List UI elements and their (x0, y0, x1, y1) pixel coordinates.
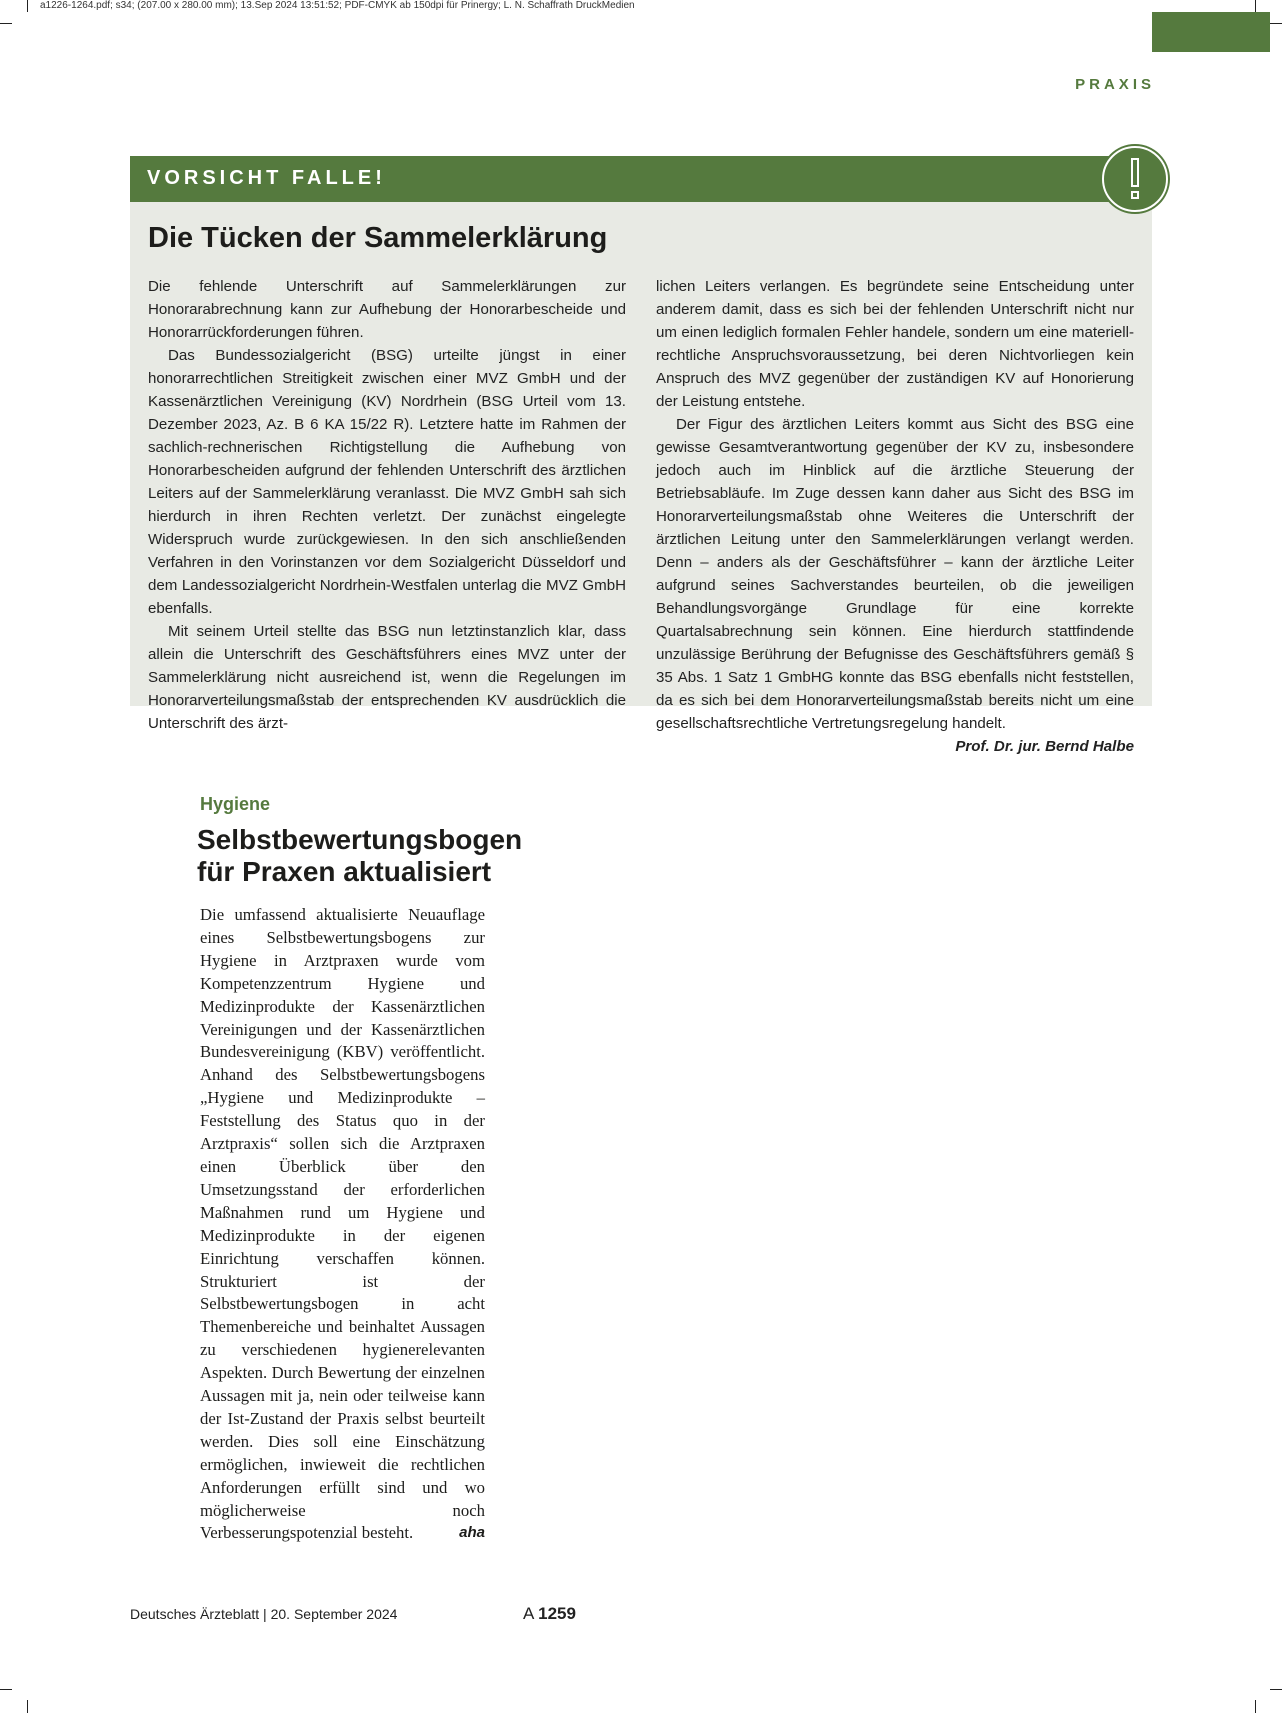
paragraph-text: Der Figur des ärztlichen Leiters kommt aus Sicht des BSG eine gewisse Gesamtverantwortung gegenüber der KV zu, insbesondere jedoch auch im Hinblick auf die ärztliche Steuerung der Betriebsabläufe. Im Zuge dessen kann daher aus Sicht des BSG im Honorarverteilungsmaßstab ohne Weiteres die Unterschrift der ärztlichen Leitung unter den Sammelerklärungen verlangt werden. Denn – anders als der Geschäftsführer – kann der ärztliche Leiter aufgrund seines Sachverstandes beurteilen, ob die jeweiligen Behandlungsvorgänge Grundlage für eine korrekte Quartalsabrechnung sein können. Eine hierdurch stattfindende unzulässige Berührung der Befugnisse des Geschäftsführers gemäß § 35 Abs. 1 Satz 1 GmbHG konnte das BSG ebenfalls nicht feststellen, da es sich bei dem Honorarverteilungsmaßstab bereits nicht um eine gesellschaftsrechtliche Vertretungsregelung handelt. (656, 416, 1134, 732)
paragraph (656, 413, 1134, 755)
crop-mark (1255, 0, 1256, 12)
crop-mark (1270, 23, 1282, 24)
warning-box-header (130, 156, 1152, 202)
article-body (200, 904, 485, 1545)
crop-mark (0, 23, 12, 24)
page-number (523, 1604, 576, 1624)
paragraph: Das Bundessozialgericht (BSG) urteilte jüngst in einer honorarrechtlichen Streitigkeit zwischen einer MVZ GmbH und der Kassenärztlichen Vereinigung (KV) Nordrhein (BSG Urteil vom 13. Dezember 2023, Az. B 6 KA 15/22 R). Letztere hatte im Rahmen der sachlich-rechnerischen Richtigstellung die Aufhebung von Honorarbescheiden aufgrund der fehlenden Unterschrift des ärztlichen Leiters auf der Sammelerklärung veranlasst. Die MVZ GmbH sah sich hierdurch in ihren Rechten verletzt. Der zunächst eingelegte Widerspruch wurde zurückgewiesen. In den sich anschließenden Verfahren in den Vorinstanzen vor dem Sozialgericht Düsseldorf und dem Landessozialgericht Nordrhein-Westfalen unterlag die MVZ GmbH ebenfalls. (148, 347, 626, 617)
author-signature: Prof. Dr. jur. Bernd Halbe (955, 738, 1134, 755)
crop-mark (27, 0, 28, 12)
paragraph: Mit seinem Urteil stellte das BSG nun letztinstanzlich klar, dass allein die Unterschrift des Geschäftsführers eines MVZ unter der Sammelerklärung nicht ausreichend ist, wenn die Regelungen im Honorarverteilungsmaßstab der entsprechenden KV ausdrücklich die Unterschrift des ärzt- (148, 623, 626, 732)
exclamation-icon (1102, 146, 1168, 212)
crop-mark (1270, 1689, 1282, 1690)
section-label: PRAXIS (1075, 76, 1155, 93)
paragraph: lichen Leiters verlangen. Es begründete seine Entscheidung unter anderem damit, dass es sich bei der fehlenden Unterschrift nicht nur um einen lediglich formalen Fehler handele, sondern um eine materiell-rechtliche Anspruchsvoraussetzung, bei deren Nichtvorliegen kein Anspruch des MVZ gegenüber der zuständigen KV auf Honorierung der Leistung entstehe. (656, 278, 1134, 410)
article-title: Selbstbewertungsbogen für Praxen aktualisiert (197, 824, 523, 887)
warning-box-column-1 (148, 275, 626, 735)
warning-box (130, 156, 1152, 755)
crop-mark (1255, 1700, 1256, 1713)
warning-box-title: Die Tücken der Sammelerklärung (148, 222, 608, 254)
crop-mark (0, 1689, 12, 1690)
page-prefix: A (523, 1604, 534, 1623)
warning-box-kicker: VORSICHT FALLE! (147, 167, 386, 189)
warning-box-column-2 (656, 275, 1134, 758)
article-signoff: aha (459, 1524, 485, 1542)
print-slug-line: a1226-1264.pdf; s34; (207.00 x 280.00 mm); 13.Sep 2024 13:51:52; PDF-CMYK ab 150dpi für Prinergy; L. N. Schaffrath DruckMedien (40, 0, 635, 11)
exclamation-bar (1131, 158, 1139, 187)
page-number-value: 1259 (538, 1604, 576, 1623)
section-color-tab (1152, 12, 1270, 52)
exclamation-dot (1131, 191, 1139, 199)
paragraph: Die fehlende Unterschrift auf Sammelerklärungen zur Honorarabrechnung kann zur Aufhebung der Honorarbescheide und Honorarrückforderungen führen. (148, 278, 626, 341)
footer-source: Deutsches Ärzteblatt | 20. September 2024 (130, 1606, 398, 1622)
article-body-text: Die umfassend aktualisierte Neuauflage eines Selbstbewertungsbogens zur Hygiene in Arztpraxen wurde vom Kompetenzzentrum Hygiene und Medizinprodukte der Kassenärztlichen Vereinigungen und der Kassenärztlichen Bundesvereinigung (KBV) veröffentlicht. Anhand des Selbstbewertungsbogens „Hygiene und Medizinprodukte – Feststellung des Status quo in der Arztpraxis“ sollen sich die Arztpraxen einen Überblick über den Umsetzungsstand der erforderlichen Maßnahmen rund um Hygiene und Medizinprodukte in der eigenen Einrichtung verschaffen können. Strukturiert ist der Selbstbewertungsbogen in acht Themenbereiche und beinhaltet Aussagen zu verschiedenen hygienerelevanten Aspekten. Durch Bewertung der einzelnen Aussagen mit ja, nein oder teilweise kann der Ist-Zustand der Praxis selbst beurteilt werden. Dies soll eine Einschätzung ermöglichen, inwieweit die rechtlichen Anforderungen erfüllt sind und wo möglicherweise noch Verbesserungspotenzial besteht. (200, 905, 485, 1543)
article-kicker: Hygiene (200, 794, 271, 814)
crop-mark (27, 1700, 28, 1713)
